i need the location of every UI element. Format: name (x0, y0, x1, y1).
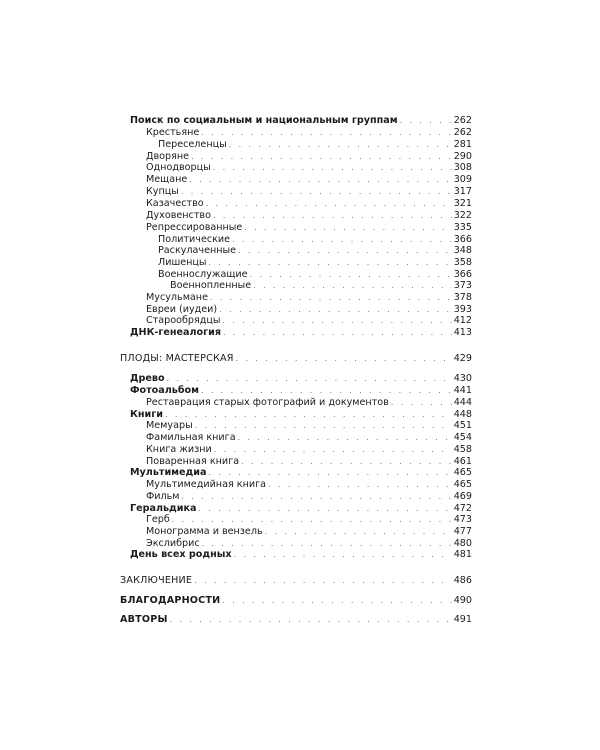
toc-entry-title: Военнослужащие (158, 269, 248, 280)
toc-entry-title: День всех родных (130, 549, 232, 560)
toc-entry-title: Древо (130, 373, 165, 384)
toc-entry-page: 413 (453, 327, 472, 338)
toc-entry-page: 321 (453, 198, 472, 209)
toc-entry-title: Евреи (иудеи) (146, 304, 218, 315)
toc-entry-page: 461 (453, 456, 472, 467)
toc-entry-page: 262 (453, 115, 472, 126)
toc-entry-title: Фамильная книга (146, 432, 236, 443)
toc-entry-page: 281 (453, 139, 472, 150)
toc-entry-page: 465 (453, 467, 472, 478)
toc-entry-page: 465 (453, 479, 472, 490)
toc-entry-page: 491 (453, 614, 472, 625)
toc-entry (120, 613, 472, 626)
toc-entry (120, 352, 472, 365)
toc-entry-title: Дворяне (146, 151, 190, 162)
toc-entry-title: Книга жизни (146, 444, 212, 455)
toc-entry-title: Мемуары (146, 420, 193, 431)
toc-entry-page: 378 (453, 292, 472, 303)
toc-entry-title: Экслибрис (146, 538, 200, 549)
toc-entry-page: 473 (453, 514, 472, 525)
toc-entry-title: Мещане (146, 174, 188, 185)
toc-entry-page: 366 (453, 234, 472, 245)
toc-entry-title: Крестьяне (146, 127, 200, 138)
toc-entry-title: Мусульмане (146, 292, 208, 303)
toc-entry-page: 441 (453, 385, 472, 396)
toc-leader-dots (236, 352, 452, 365)
toc-entry-title: Лишенцы (158, 257, 207, 268)
toc-entry-page: 472 (453, 503, 472, 514)
toc-entry-title: Переселенцы (158, 139, 227, 150)
toc-entry-page: 481 (453, 549, 472, 560)
toc-entry-title: ЗАКЛЮЧЕНИЕ (120, 575, 193, 586)
toc-entry-page: 348 (453, 245, 472, 256)
toc-leader-dots (222, 594, 451, 607)
toc-entry-title: ДНК-генеалогия (130, 327, 222, 338)
toc-entry-title: Духовенство (146, 210, 211, 221)
toc-entry-title: Мультимедийная книга (146, 479, 267, 490)
toc-entry-page: 358 (453, 257, 472, 268)
toc-entry-page: 309 (453, 174, 472, 185)
toc-entry-page: 430 (453, 373, 472, 384)
toc-entry-title: Поиск по социальным и национальным группам (130, 115, 398, 126)
toc-entry-page: 412 (453, 315, 472, 326)
toc-entry-page: 290 (453, 151, 472, 162)
toc-entry-page: 477 (453, 526, 472, 537)
toc-entry-page: 486 (453, 575, 472, 586)
toc-entry-title: Книги (130, 409, 163, 420)
toc-entry-page: 322 (453, 210, 472, 221)
toc-entry-page: 366 (453, 269, 472, 280)
toc-entry-page: 335 (453, 222, 472, 233)
toc-entry (120, 574, 472, 587)
toc-entry-title: Однодворцы (146, 162, 211, 173)
toc-entry-page: 317 (453, 186, 472, 197)
toc-entry-page: 490 (453, 595, 472, 606)
toc-entry-title: Репрессированные (146, 222, 243, 233)
toc-entry-page: 480 (453, 538, 472, 549)
toc-entry-title: Геральдика (130, 503, 197, 514)
toc-entry (120, 594, 472, 607)
toc-entry-title: Старообрядцы (146, 315, 221, 326)
toc-entry (130, 548, 472, 561)
toc-entry-page: 444 (453, 397, 472, 408)
toc-entry-title: АВТОРЫ (120, 614, 168, 625)
toc-leader-dots (234, 548, 452, 561)
toc-entry-title: Военнопленные (170, 280, 252, 291)
toc-entry-page: 308 (453, 162, 472, 173)
toc-entry-title: Герб (146, 514, 170, 525)
toc-entry-page: 373 (453, 280, 472, 291)
toc-leader-dots (170, 613, 452, 626)
toc-entry-title: Поваренная книга (146, 456, 240, 467)
toc-entry-page: 458 (453, 444, 472, 455)
toc-entry-page: 448 (453, 409, 472, 420)
toc-entry-page: 262 (453, 127, 472, 138)
toc-entry-page: 393 (453, 304, 472, 315)
toc-entry-title: Политические (158, 234, 231, 245)
toc-entry (130, 326, 472, 339)
toc-entry-page: 451 (453, 420, 472, 431)
toc-entry-title: Казачество (146, 198, 204, 209)
toc-entry-title: Монограмма и вензель (146, 526, 263, 537)
toc-leader-dots (194, 574, 452, 587)
toc-entry-title: Фильм (146, 491, 180, 502)
toc-entry-page: 454 (453, 432, 472, 443)
toc-entry-title: Мультимедиа (130, 467, 207, 478)
toc-entry-page: 429 (453, 353, 472, 364)
toc-entry-title: Купцы (146, 186, 179, 197)
toc-entry-title: Реставрация старых фотографий и документов (146, 397, 389, 408)
toc-entry-title: ПЛОДЫ: МАСТЕРСКАЯ (120, 353, 234, 364)
toc-entry-title: Раскулаченные (158, 245, 237, 256)
toc-entry-page: 469 (453, 491, 472, 502)
toc-entry-title: БЛАГОДАРНОСТИ (120, 595, 221, 606)
toc-entry-title: Фотоальбом (130, 385, 199, 396)
toc-leader-dots (223, 326, 452, 339)
